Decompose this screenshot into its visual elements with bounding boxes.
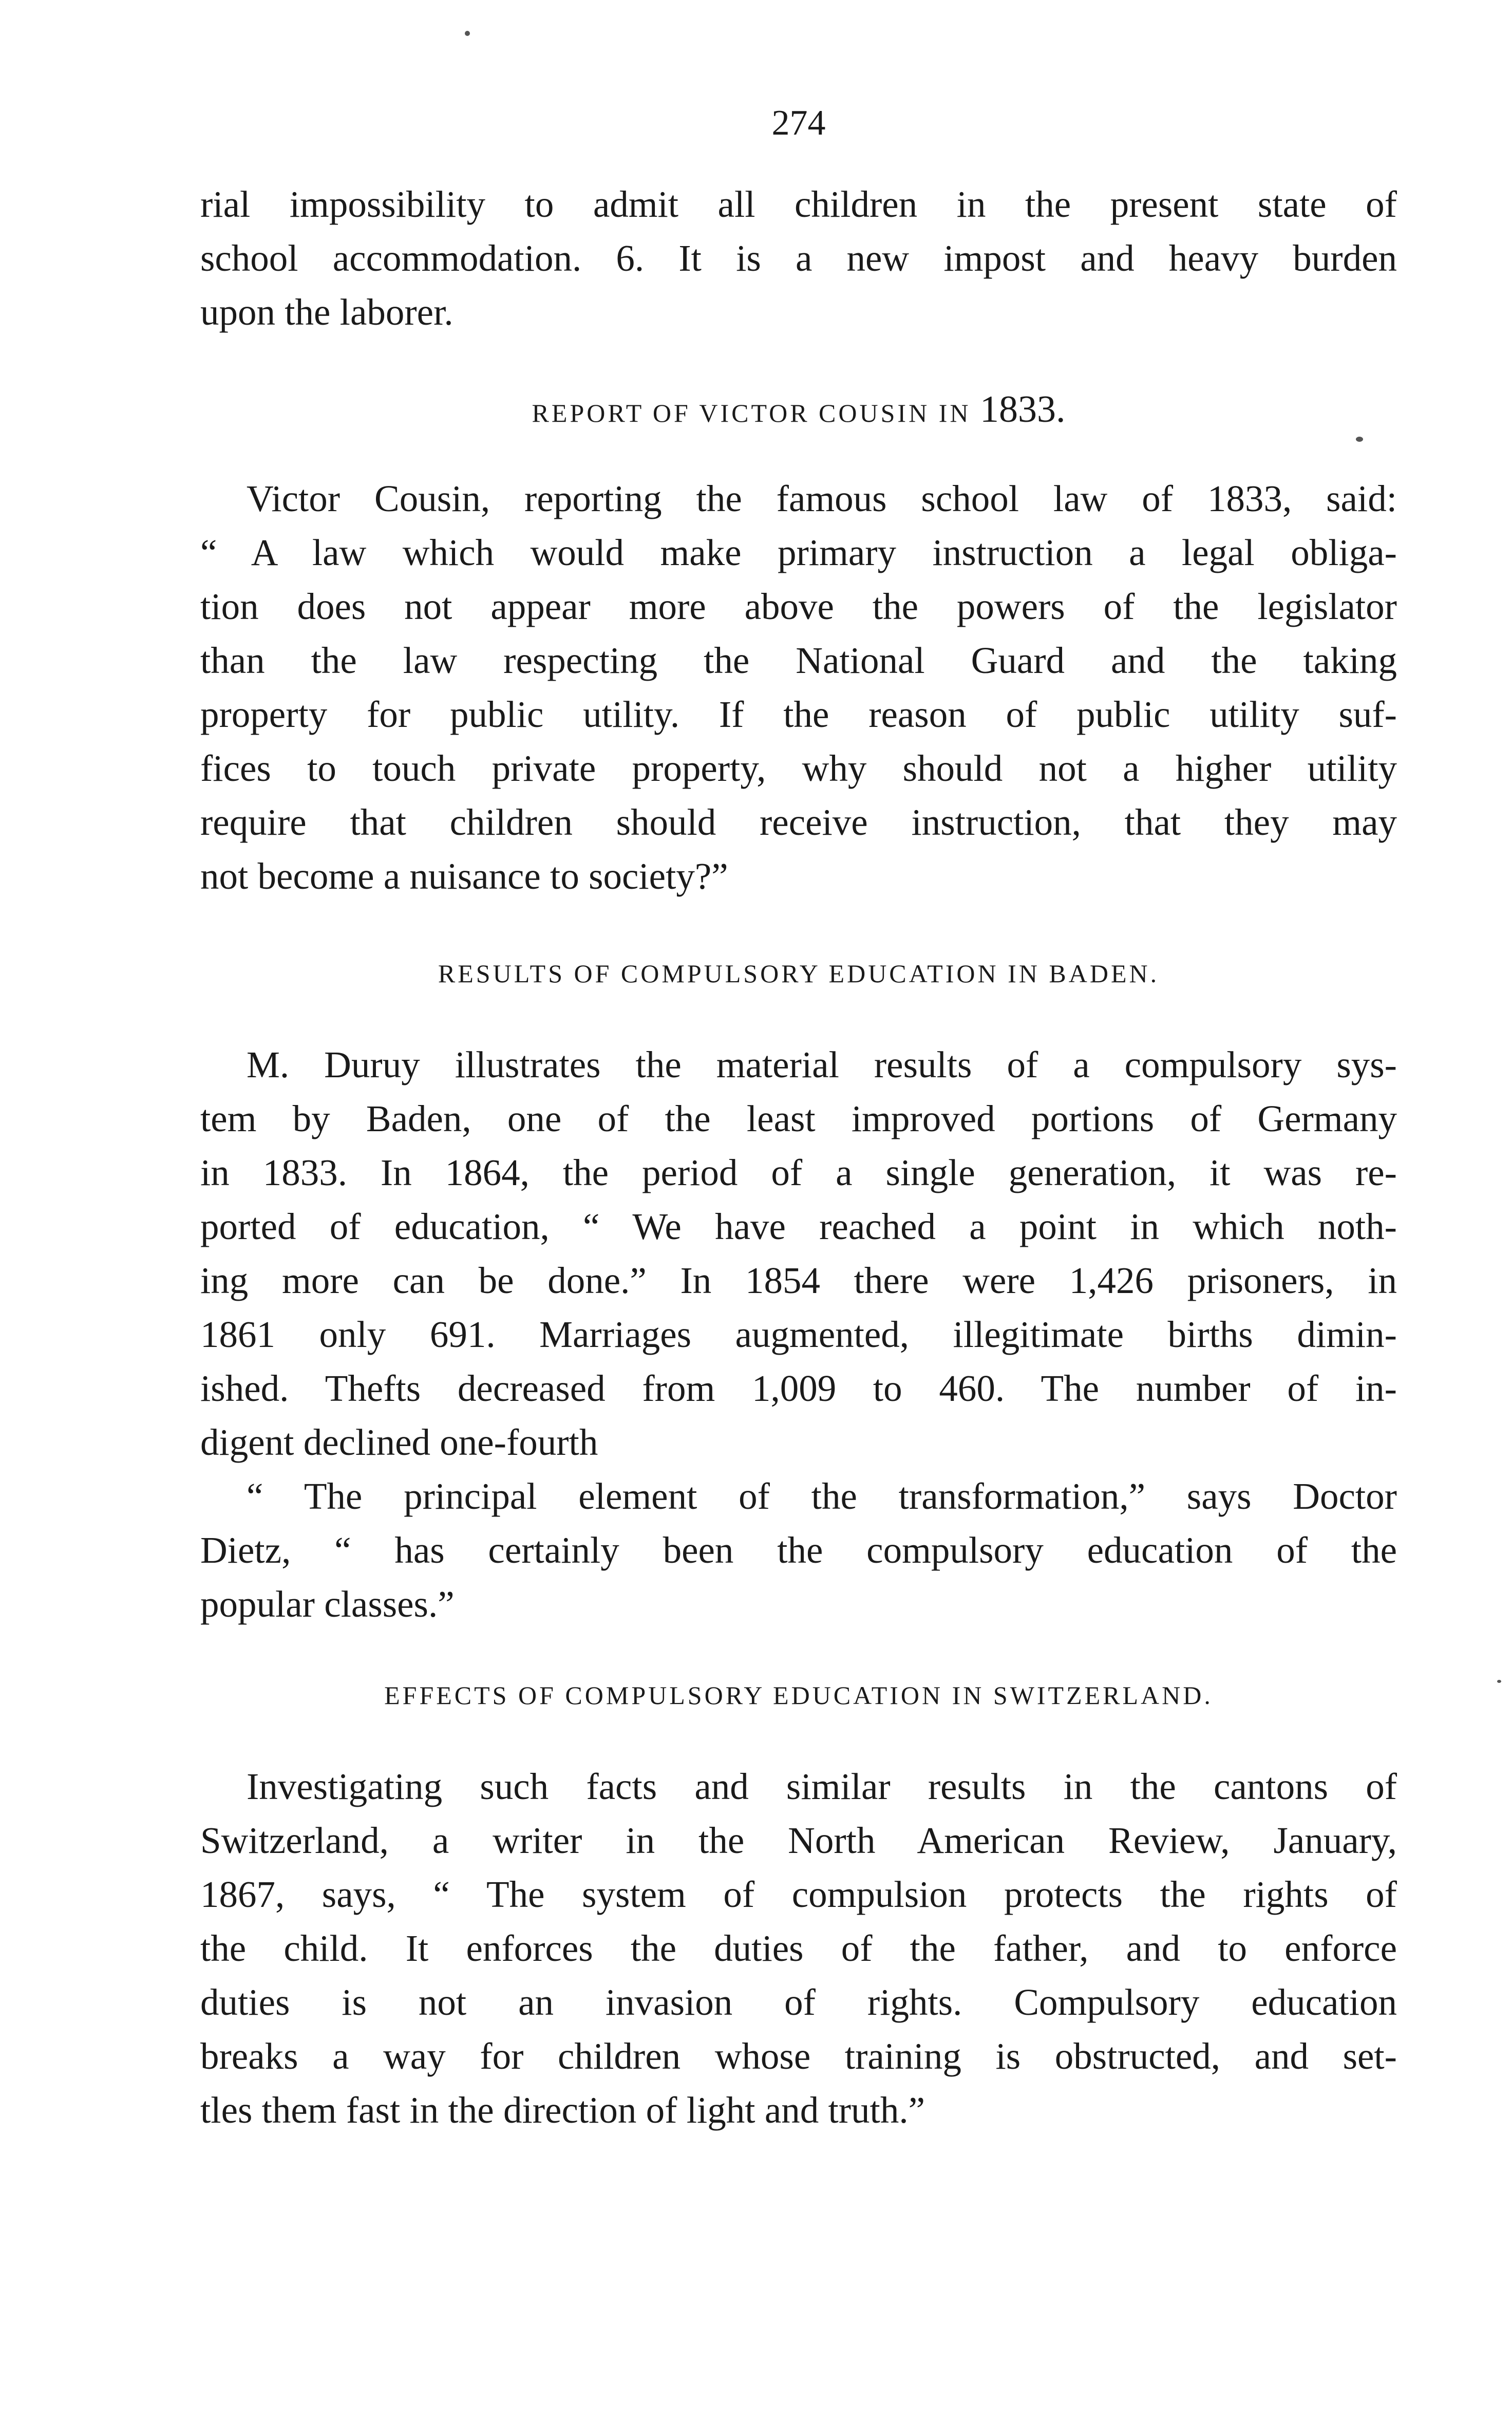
text-line: Dietz, “ has certainly been the compulsory education of the bbox=[200, 1529, 1397, 1571]
scan-speck bbox=[1497, 1680, 1501, 1683]
text-line: in 1833. In 1864, the period of a single generation, it was re- bbox=[200, 1152, 1397, 1193]
text-line: tles them fast in the direction of light and truth.” bbox=[200, 2089, 925, 2131]
paragraph-dietz bbox=[200, 1469, 1397, 1631]
text-line: 1867, says, “ The system of compulsion protects the rights of bbox=[200, 1874, 1397, 1915]
paragraph-baden bbox=[200, 1038, 1397, 1469]
heading-text: REPORT OF VICTOR COUSIN IN bbox=[532, 399, 971, 427]
section-heading-switzerland: EFFECTS OF COMPULSORY EDUCATION IN SWITZERLAND. bbox=[384, 1681, 1213, 1710]
text-line: “ A law which would make primary instruction a legal obliga- bbox=[200, 532, 1397, 573]
scan-speck bbox=[1356, 437, 1363, 442]
paragraph-cousin bbox=[200, 472, 1397, 903]
text-line: school accommodation. 6. It is a new impost and heavy burden bbox=[200, 237, 1397, 279]
text-line: not become a nuisance to society?” bbox=[200, 855, 728, 897]
text-line: Investigating such facts and similar results in the cantons of bbox=[247, 1766, 1397, 1807]
text-line: tion does not appear more above the powers of the legislator bbox=[200, 586, 1397, 627]
text-line: Switzerland, a writer in the North American Review, January, bbox=[200, 1820, 1397, 1861]
paragraph-switzerland bbox=[200, 1759, 1397, 2137]
text-line: fices to touch private property, why should not a higher utility bbox=[200, 747, 1397, 789]
text-line: breaks a way for children whose training is obstructed, and set- bbox=[200, 2035, 1397, 2077]
book-page bbox=[200, 0, 1397, 2435]
text-line: property for public utility. If the reason of public utility suf- bbox=[200, 694, 1397, 735]
text-line: duties is not an invasion of rights. Compulsory education bbox=[200, 1981, 1397, 2023]
text-line: upon the laborer. bbox=[200, 291, 453, 333]
scan-speck bbox=[465, 31, 470, 36]
section-heading-baden: RESULTS OF COMPULSORY EDUCATION IN BADEN. bbox=[438, 959, 1160, 988]
text-line: 1861 only 691. Marriages augmented, illegitimate births dimin- bbox=[200, 1314, 1397, 1355]
text-line: “ The principal element of the transformation,” says Doctor bbox=[247, 1475, 1397, 1517]
text-line: popular classes.” bbox=[200, 1583, 455, 1625]
paragraph-carryover bbox=[200, 177, 1397, 339]
text-line: the child. It enforces the duties of the father, and to enforce bbox=[200, 1927, 1397, 1969]
text-line: ported of education, “ We have reached a point in which noth- bbox=[200, 1206, 1397, 1247]
text-line: ing more can be done.” In 1854 there were 1,426 prisoners, in bbox=[200, 1260, 1397, 1301]
text-line: Victor Cousin, reporting the famous school law of 1833, said: bbox=[247, 478, 1397, 519]
heading-year: 1833. bbox=[979, 388, 1066, 430]
page-number: 274 bbox=[771, 103, 826, 143]
text-line: ished. Thefts decreased from 1,009 to 460. The number of in- bbox=[200, 1368, 1397, 1409]
text-line: than the law respecting the National Guard and the taking bbox=[200, 640, 1397, 681]
text-line: rial impossibility to admit all children in the present state of bbox=[200, 183, 1397, 225]
text-line: require that children should receive instruction, that they may bbox=[200, 801, 1397, 843]
section-heading-cousin bbox=[200, 388, 1397, 431]
text-line: digent declined one-fourth bbox=[200, 1421, 598, 1463]
text-line: tem by Baden, one of the least improved portions of Germany bbox=[200, 1098, 1397, 1139]
text-line: M. Duruy illustrates the material results of a compulsory sys- bbox=[247, 1044, 1397, 1085]
